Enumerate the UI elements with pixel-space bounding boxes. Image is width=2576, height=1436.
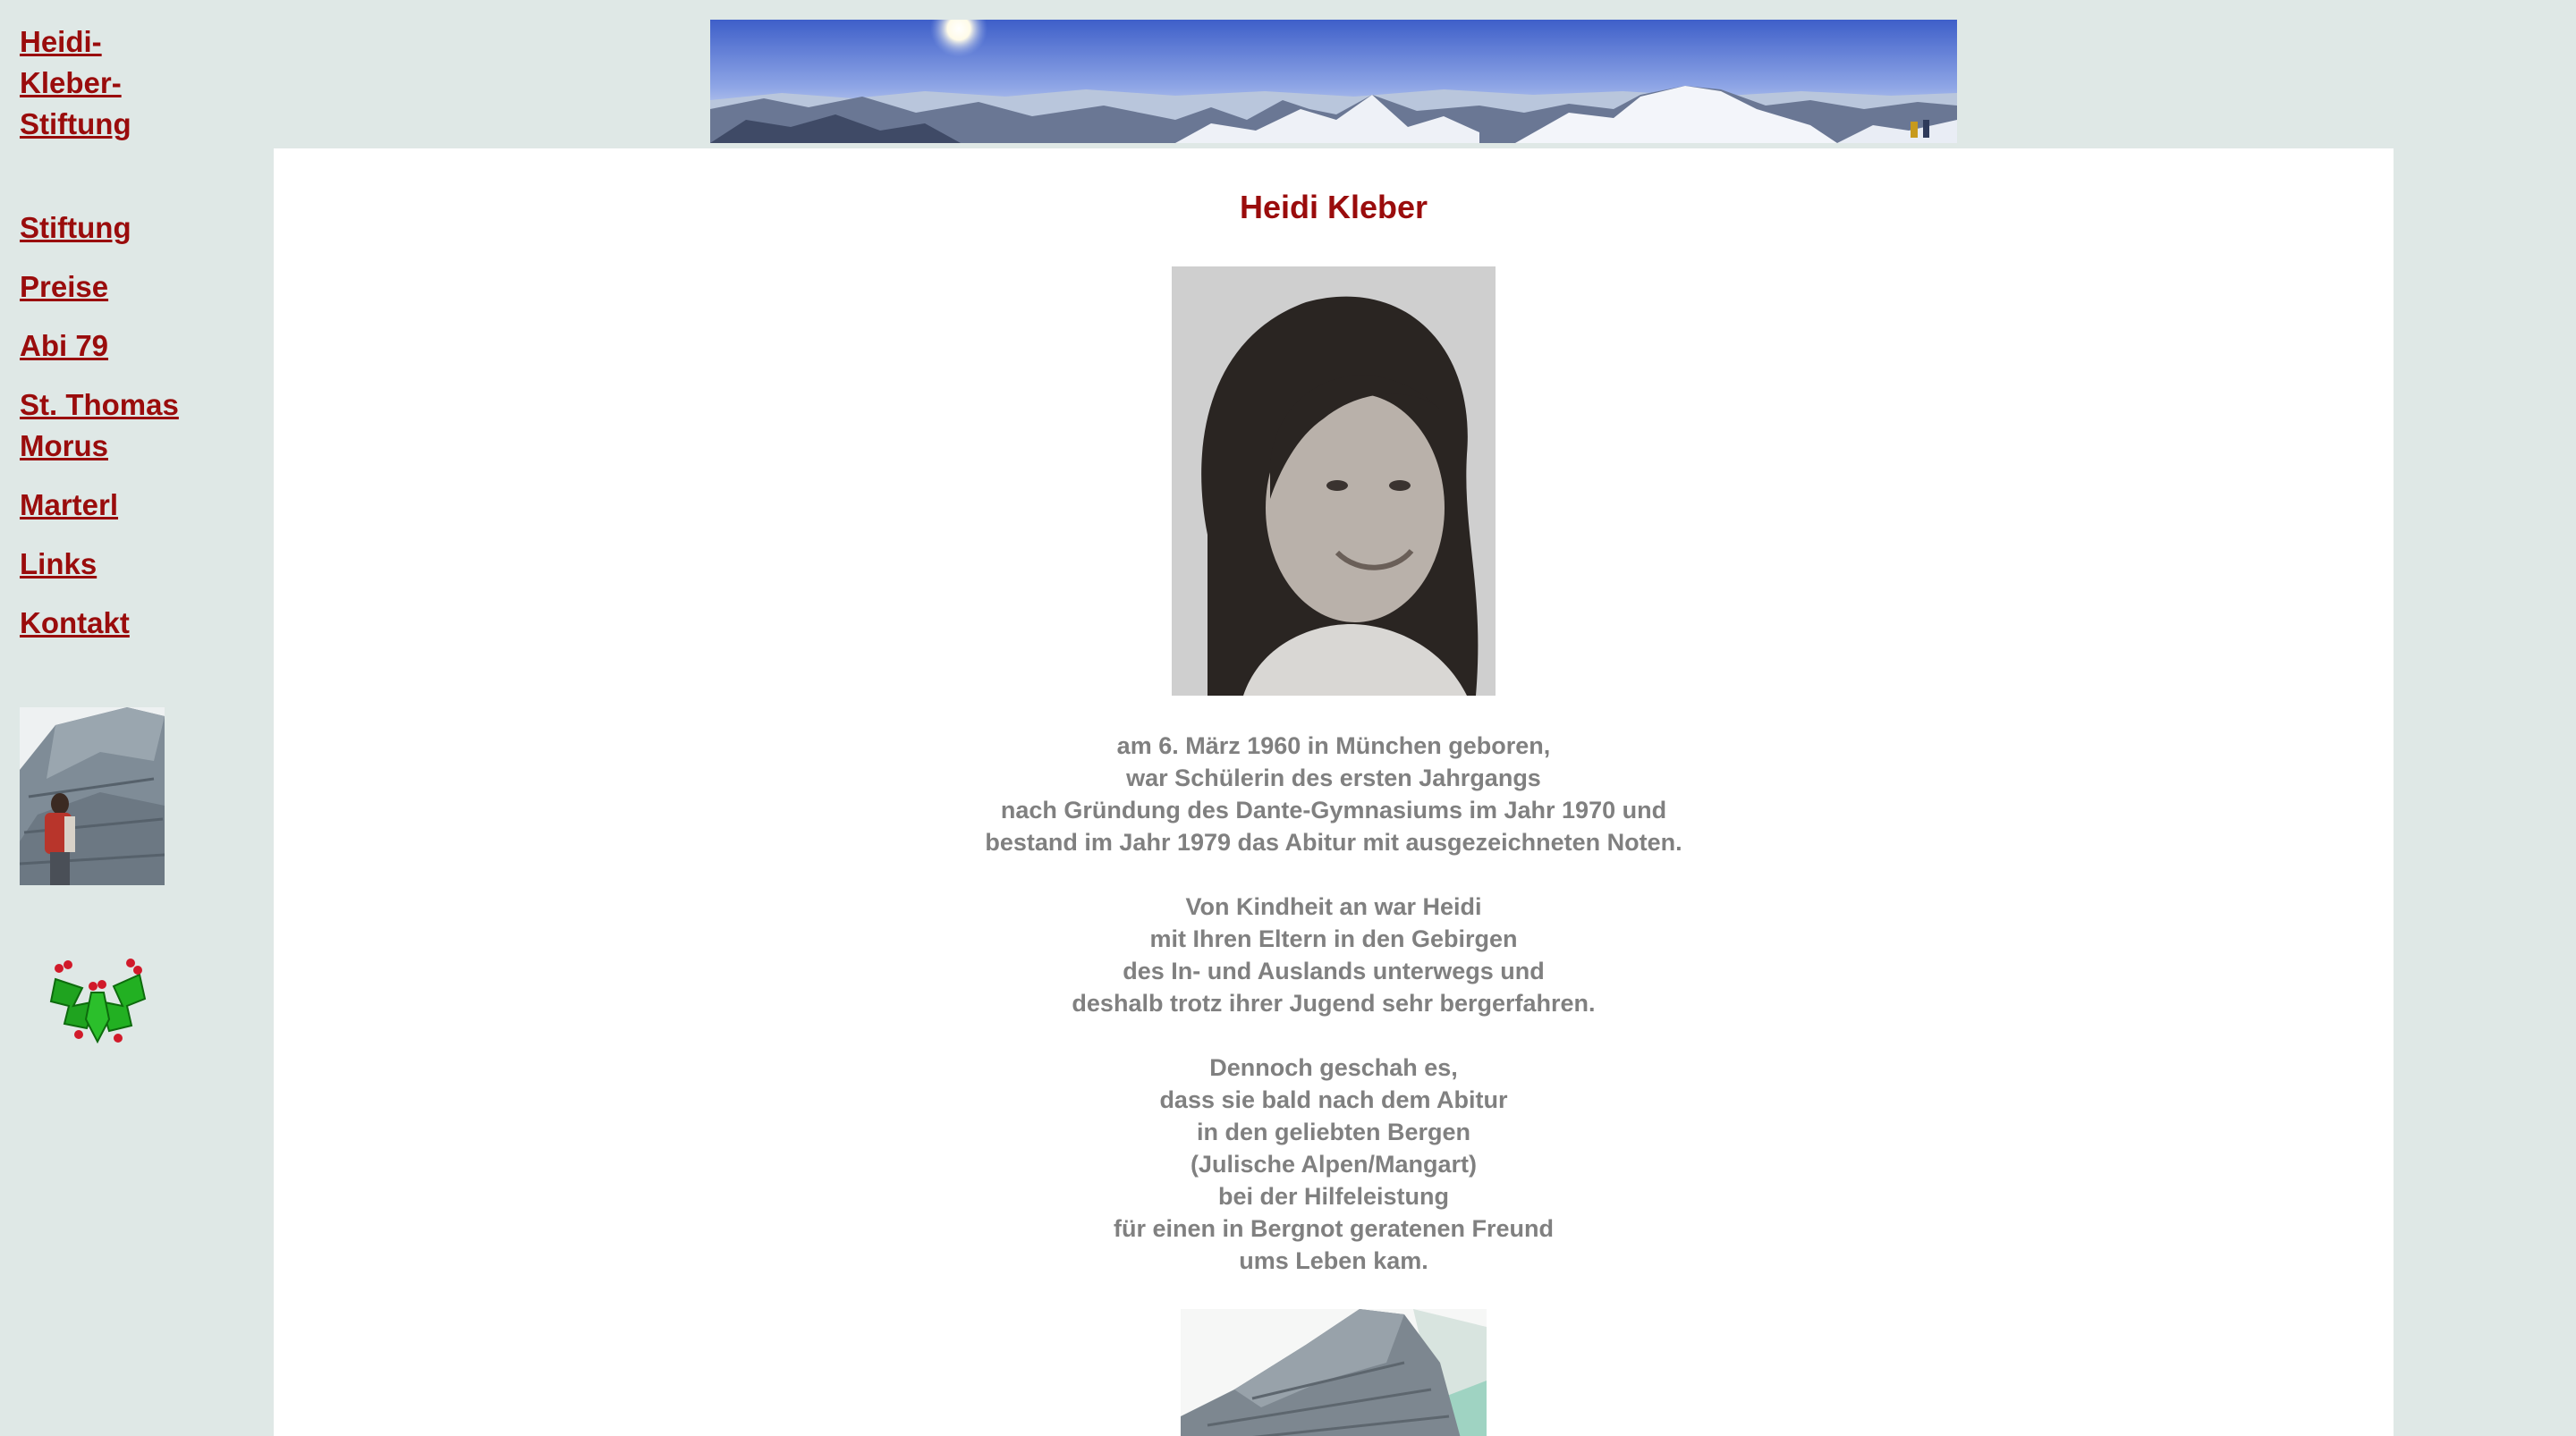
holly-icon [47,952,148,1047]
nav-link-marterl[interactable]: Marterl [20,488,119,521]
bio-paragraph-mountains: Von Kindheit an war Heidi mit Ihren Eltern in den Gebirgen des In- und Auslands unterwegs und deshalb trotz ihrer Jugend sehr bergerfahren. [1072,893,1596,1017]
nav-link-st-thomas-morus[interactable]: St. Thomas Morus [20,388,179,462]
mountain-panorama-image [710,20,1957,143]
main-content [274,148,2394,1436]
nav-link-stiftung[interactable]: Stiftung [20,211,131,244]
bio-paragraph-birth: am 6. März 1960 in München geboren, war Schülerin des ersten Jahrgangs nach Gründung des Dante-Gymnasiums im Jahr 1970 und bestand im Jahr 1979 das Abitur mit ausgezeichneten Noten. [985,732,1682,856]
climber-photo-image [20,707,165,885]
page-title: Heidi Kleber [1239,189,1428,225]
portrait-photo [1172,266,1496,696]
biography [274,730,2394,1277]
sidebar-nav [20,207,252,644]
sidebar [20,21,252,662]
nav-link-preise[interactable]: Preise [20,270,109,303]
bio-paragraph-accident: Dennoch geschah es, dass sie bald nach dem Abitur in den geliebten Bergen (Julische Alpen/Mangart) bei der Hilfeleistung für einen in Bergnot geratenen Freund ums Leben kam. [1113,1054,1555,1274]
site-title-link[interactable]: Heidi- Kleber- Stiftung [20,25,131,140]
mountain-panorama-banner [710,20,1957,143]
climber-photo[interactable] [20,707,165,885]
nav-link-links[interactable]: Links [20,547,97,580]
nav-link-kontakt[interactable]: Kontakt [20,606,130,639]
nav-link-abi-79[interactable]: Abi 79 [20,329,109,362]
rock-peak-photo [1181,1309,1487,1436]
